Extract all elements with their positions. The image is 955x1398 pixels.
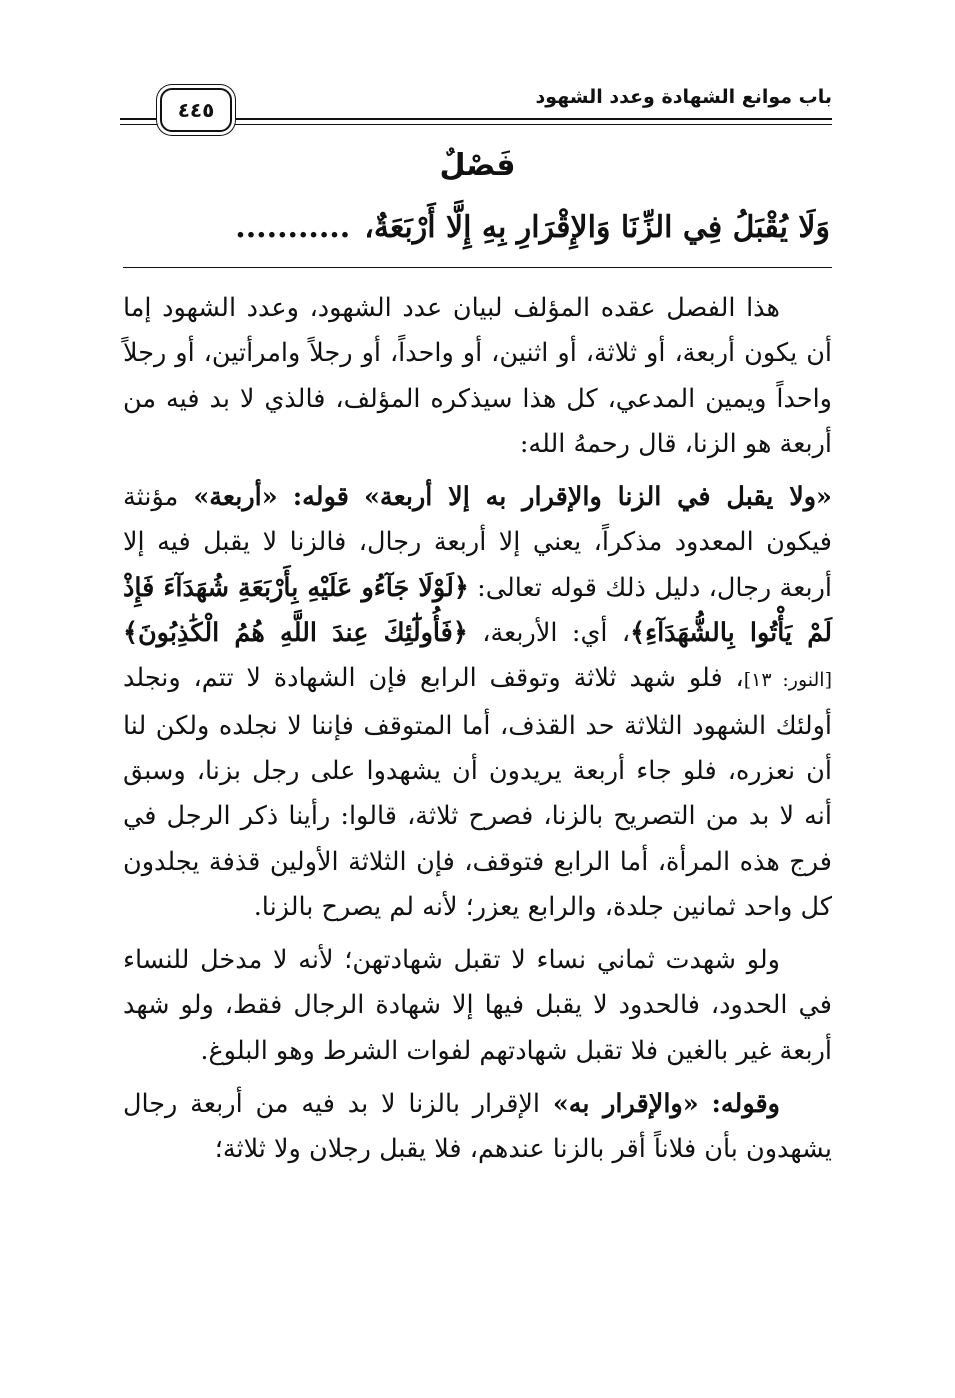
- matn-line: وَلَا يُقْبَلُ فِي الزِّنَا وَالإِقْرَارِ بِهِ إِلَّا أَرْبَعَةٌ،: [364, 210, 830, 245]
- paragraph-text: الإقرار بالزنا لا بد فيه من أربعة رجال يشهدون بأن فلاناً أقر بالزنا عندهم، فلا يقبل رجلان ولا ثلاثة؛: [123, 1089, 832, 1165]
- matn-divider: [123, 267, 832, 268]
- paragraph-confession: [123, 1082, 832, 1173]
- section-heading: فَصْلٌ: [439, 148, 516, 183]
- paragraph-text: مؤنثة فيكون المعدود مذكراً، يعني إلا أربعة رجال، فالزنا لا يقبل فيه إلا أربعة رجال، دليل ذلك قوله تعالى:: [123, 482, 833, 603]
- page-number: ٤٤٥: [160, 88, 232, 132]
- qawluh-label: قوله:: [292, 482, 349, 513]
- paragraph-women-witnesses: ولو شهدت ثماني نساء لا تقبل شهادتهن؛ لأنه لا مدخل للنساء في الحدود، فالحدود لا يقبل فيها إلا شهادة الرجال فقط، ولو شهد أربعة غير بالغين فلا تقبل شهادتهم لفوات الشرط وهو البلوغ.: [123, 945, 832, 1066]
- matn-ellipsis: ...........: [235, 210, 351, 245]
- paragraph-text: ، فلو شهد ثلاثة وتوقف الرابع فإن الشهادة لا تتم، ونجلد أولئك الشهود الثلاثة حد القذف، أما المتوقف فإننا لا نجلده ولكن لنا أن نعزره، فلو جاء أربعة يريدون أن يشهدوا على رجل بزنا، وسبق أنه لا بد من التصريح بالزنا، فصرح ثلاثة، قالوا: رأينا ذكر الرجل في فرج هذه المرأة، أما الرابع فتوقف، فإن الثلاثة الأولين قذفة يجلدون كل واحد ثمانين جلدة، والرابع يعزر؛ لأنه لم يصرح بالزنا.: [123, 663, 832, 922]
- paragraph-four-witnesses: [123, 475, 832, 930]
- paragraph-text: ، أي: الأربعة،: [482, 618, 631, 649]
- term-iqrar: «والإقرار به»: [552, 1089, 699, 1120]
- verse-reference: [النور: ١٣]: [743, 669, 832, 692]
- matn-text: [120, 210, 830, 245]
- term-arbaa: «أربعة»: [193, 482, 278, 513]
- chapter-title: باب موانع الشهادة وعدد الشهود: [535, 86, 832, 108]
- commentary-body: [123, 286, 832, 1181]
- paragraph-intro: هذا الفصل عقده المؤلف لبيان عدد الشهود، وعدد الشهود إما أن يكون أربعة، أو ثلاثة، أو اثنين، أو واحداً، أو رجلاً وامرأتين، أو رجلاً واحداً ويمين المدعي، كل هذا سيذكره المؤلف، فالذي لا بد فيه من أربعة هو الزنا، قال رحمهُ الله:: [123, 293, 832, 459]
- qawluh-label: وقوله:: [711, 1089, 780, 1120]
- quran-verse: ﴿فَأُولَٰٓئِكَ عِندَ اللَّهِ هُمُ الْكَٰذِبُونَ﴾: [123, 618, 468, 649]
- running-header: [120, 82, 832, 134]
- quran-verse: ﴿لَوْلَا جَآءُو عَلَيْهِ بِأَرْبَعَةِ شُهَدَآءَ فَإِذْ لَمْ يَأْتُوا بِالشُّهَدَآءِ﴾: [123, 572, 832, 649]
- matn-quote: «ولا يقبل في الزنا والإقرار به إلا أربعة»: [363, 482, 832, 513]
